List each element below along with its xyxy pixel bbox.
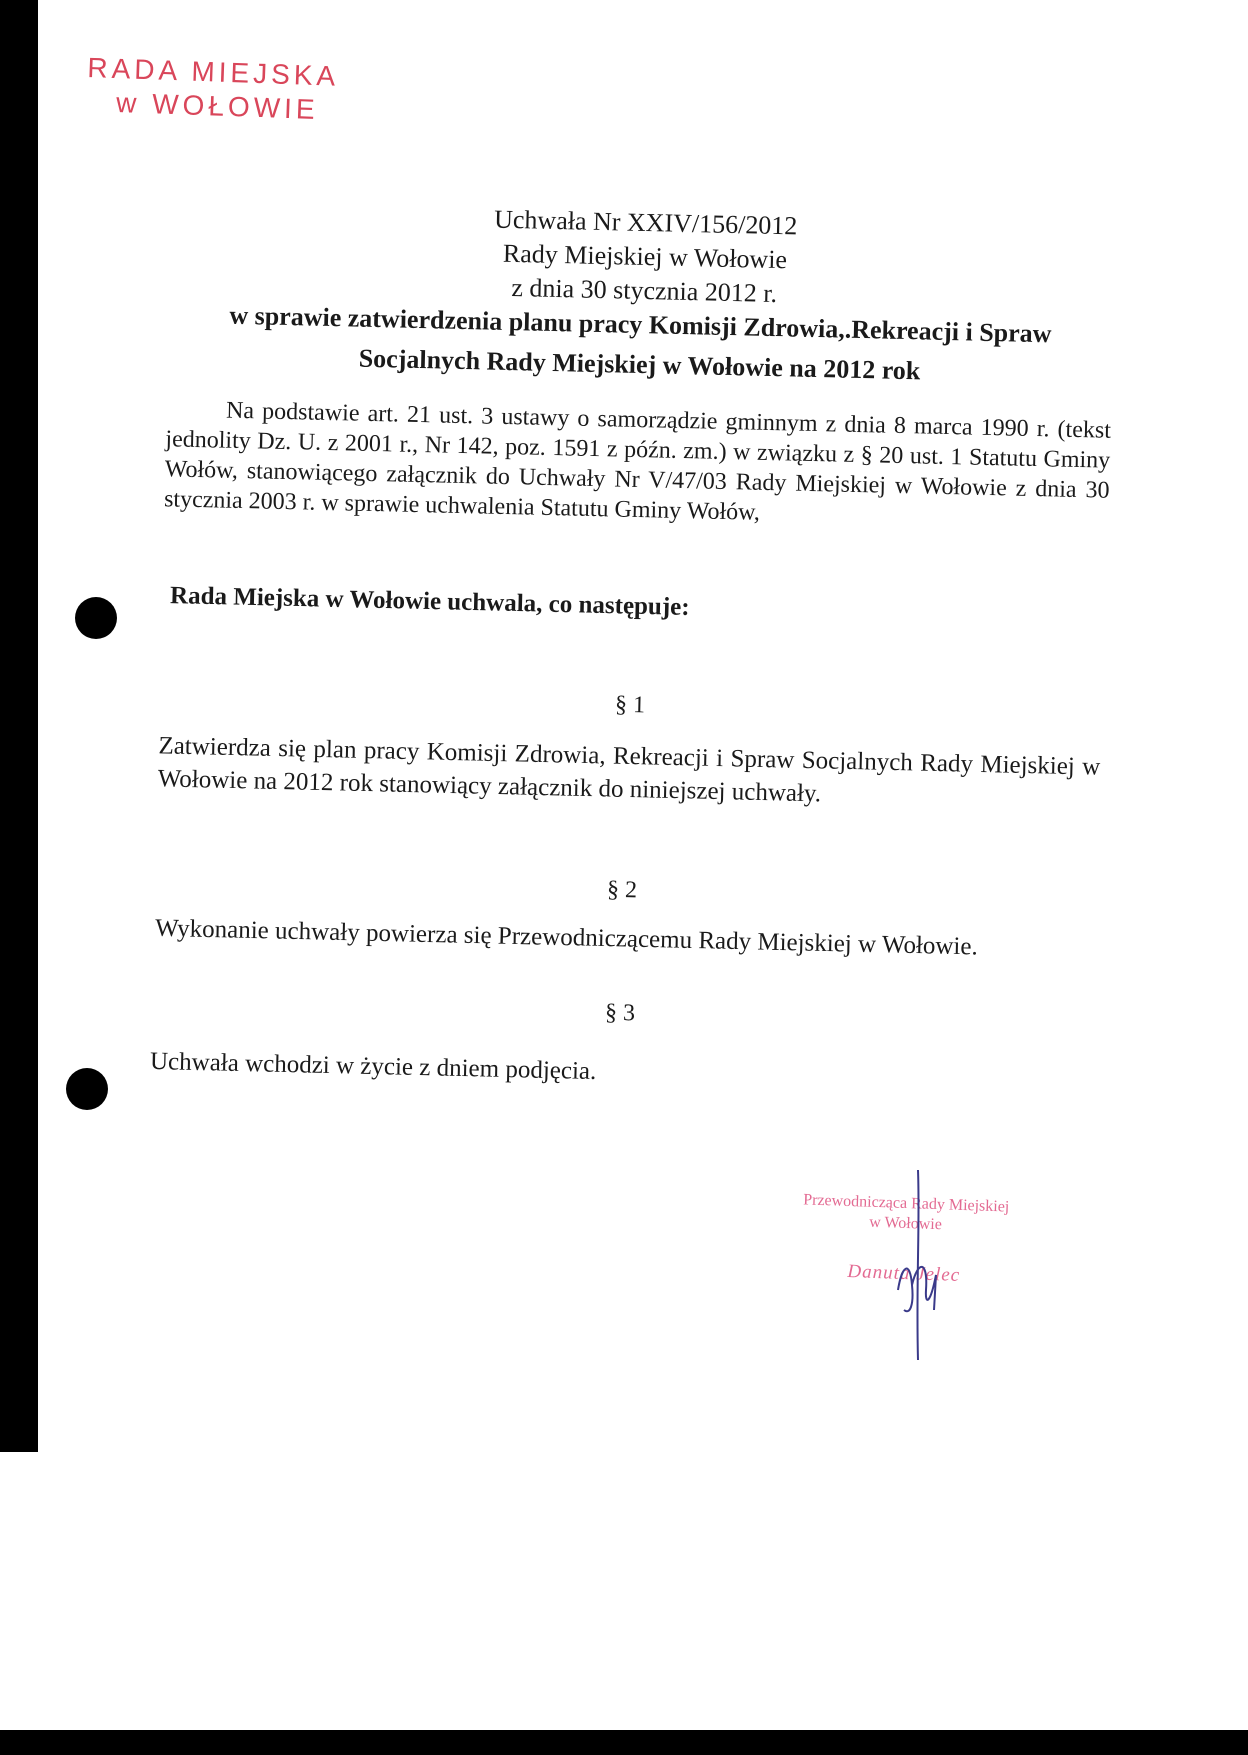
- chair-name: Danuta Jelec: [847, 1261, 961, 1286]
- stamp-line2: w WOŁOWIE: [115, 87, 320, 126]
- chair-place: w Wołowie: [868, 1213, 943, 1234]
- paragraph-3-heading: § 3: [604, 999, 636, 1027]
- legal-basis: Na podstawie art. 21 ust. 3 ustawy o samorządzie gminnym z dnia 8 marca 1990 r. (tekst jednolity Dz. U. z 2001 r., Nr 142, poz. 1591 z późn. zm.) w związku z § 20 ust. 1 Statutu Gminy Wołów, stanowiącego załącznik do Uchwały Nr V/47/03 Rady Miejskiej w Wołowie z dnia 30 stycznia 2003 r. w sprawie uchwalenia Statutu Gminy Wołów,: [163, 397, 1112, 526]
- punch-hole-top: [75, 597, 117, 639]
- council-stamp: [86, 52, 340, 127]
- subject-line2: Socjalnych Rady Miejskiej w Wołowie na 2012 rok: [358, 343, 921, 386]
- stamp-line1: RADA MIEJSKA: [86, 52, 340, 92]
- scan-edge-bottom: [0, 1730, 1248, 1755]
- subject-line1: w sprawie zatwierdzenia planu pracy Komisji Zdrowia,.Rekreacji i Spraw: [229, 300, 1052, 349]
- scan-edge-left: [0, 0, 38, 1452]
- paragraph-1-text: Zatwierdza się plan pracy Komisji Zdrowia, Rekreacji i Spraw Socjalnych Rady Miejskiej w Wołowie na 2012 rok stanowiący załącznik do niniejszej uchwały.: [157, 732, 1101, 808]
- resolves-statement: Rada Miejska w Wołowie uchwala, co następuje:: [169, 582, 690, 621]
- paragraph-3-text: Uchwała wchodzi w życie z dniem podjęcia.: [149, 1047, 597, 1086]
- resolution-title: [419, 201, 871, 313]
- paragraph-2-text: Wykonanie uchwały powierza się Przewodniczącemu Rady Miejskiej w Wołowie.: [154, 914, 979, 961]
- title-council: Rady Miejskiej w Wołowie: [502, 238, 788, 275]
- resolution-subject: [199, 295, 1081, 395]
- handwritten-signature: [880, 1165, 970, 1365]
- chair-role: Przewodnicząca Rady Miejskiej: [802, 1191, 1010, 1216]
- title-number: Uchwała Nr XXIV/156/2012: [493, 204, 798, 241]
- title-date: z dnia 30 stycznia 2012 r.: [511, 272, 778, 309]
- paragraph-1-heading: § 1: [614, 691, 646, 719]
- punch-hole-bottom: [66, 1068, 108, 1110]
- paragraph-2-heading: § 2: [606, 876, 638, 904]
